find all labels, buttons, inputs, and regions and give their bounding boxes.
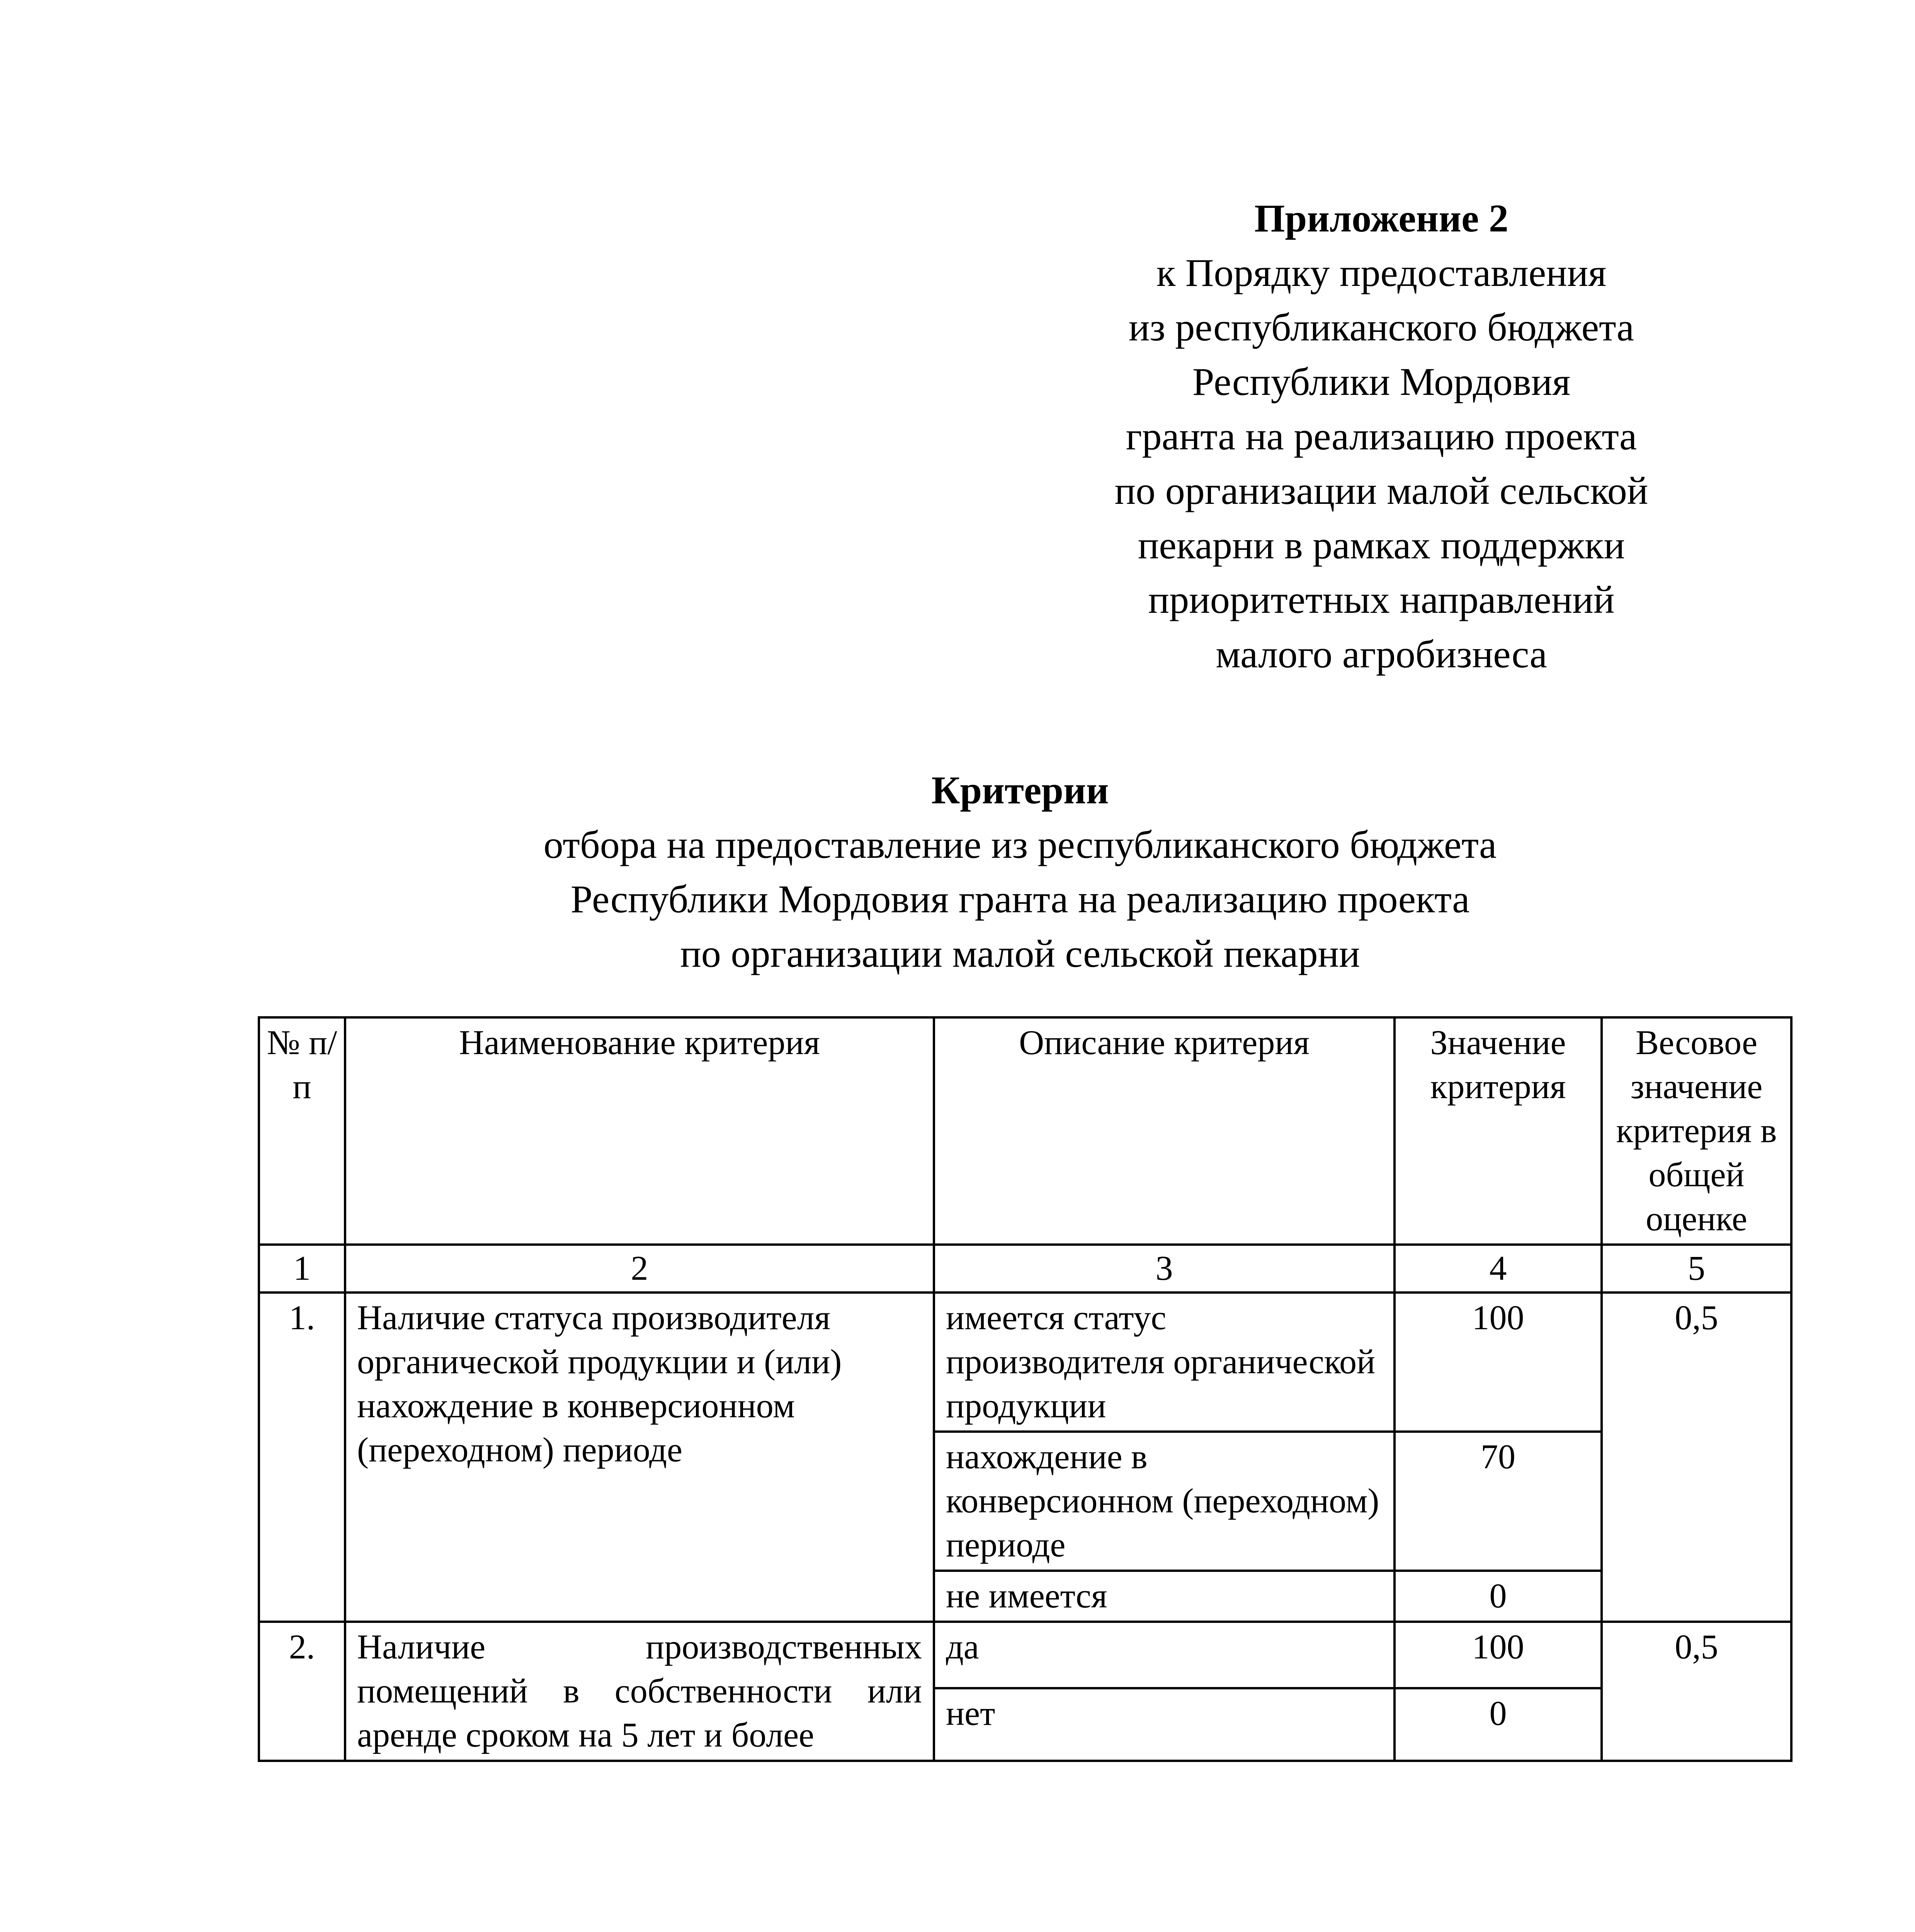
criteria-subtitle-line: отбора на предоставление из республиканского бюджета [543,823,1497,867]
appendix-title: Приложение 2 [1254,197,1509,240]
appendix-line: из республиканского бюджета [1128,306,1634,349]
criterion-value: 0 [1395,1688,1602,1761]
column-number: 1 [259,1245,345,1293]
criterion-value: 0 [1395,1571,1602,1622]
criteria-title: Критерии [931,769,1109,812]
appendix-line: приоритетных направлений [1148,578,1615,622]
table-row [259,1293,1791,1432]
column-number: 4 [1395,1245,1602,1293]
appendix-line: малого агробизнеса [1216,633,1547,676]
column-number: 2 [345,1245,934,1293]
appendix-line: гранта на реализацию проекта [1126,415,1637,458]
criterion-description: да [934,1622,1395,1688]
criterion-weight: 0,5 [1602,1293,1791,1622]
criterion-description: нахождение в конверсионном (переходном) периоде [934,1432,1395,1571]
appendix-line: к Порядку предоставления [1156,251,1607,295]
header-number: № п/п [259,1017,345,1245]
criterion-name: Наличие производственных помещений в собственности или аренде сроком на 5 лет и более [345,1622,934,1761]
appendix-line: Республики Мордовия [1192,360,1571,404]
header-name: Наименование критерия [345,1017,934,1245]
column-number: 5 [1602,1245,1791,1293]
column-numbers-row [259,1245,1791,1293]
row-number: 1. [259,1293,345,1622]
row-number: 2. [259,1622,345,1761]
header-description: Описание критерия [934,1017,1395,1245]
table-header-row [259,1017,1791,1245]
appendix-block [1043,191,1719,682]
criteria-subtitle-line: Республики Мордовия гранта на реализацию проекта [570,878,1470,921]
criterion-value: 100 [1395,1622,1602,1688]
column-number: 3 [934,1245,1395,1293]
criterion-name: Наличие статуса производителя органической продукции и (или) нахождение в конверсионном (переходном) периоде [345,1293,934,1622]
header-weight: Весовое значение критерия в общей оценке [1602,1017,1791,1245]
header-value: Значение критерия [1395,1017,1602,1245]
criteria-heading [251,763,1789,981]
appendix-line: по организации малой сельской [1114,469,1648,513]
appendix-line: пекарни в рамках поддержки [1138,524,1625,567]
criterion-weight: 0,5 [1602,1622,1791,1761]
criteria-table [258,1016,1793,1762]
table-row [259,1622,1791,1688]
criteria-subtitle-line: по организации малой сельской пекарни [680,932,1360,976]
criterion-value: 70 [1395,1432,1602,1571]
criterion-description: имеется статус производителя органической продукции [934,1293,1395,1432]
criterion-description: нет [934,1688,1395,1761]
criterion-description: не имеется [934,1571,1395,1622]
criterion-value: 100 [1395,1293,1602,1432]
